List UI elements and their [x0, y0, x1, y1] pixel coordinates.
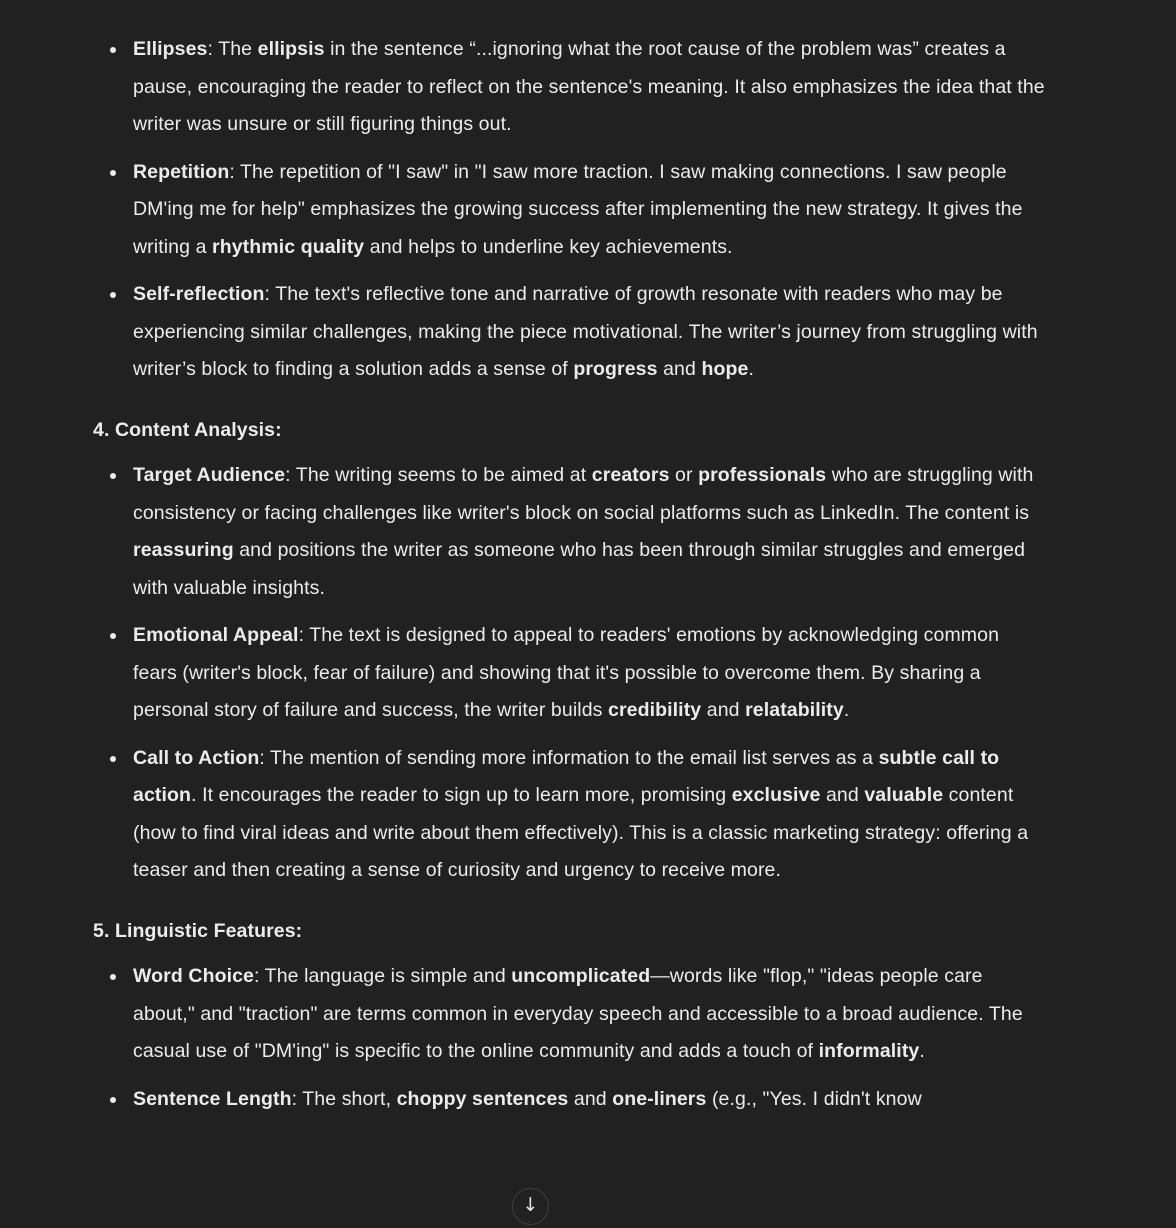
bold-text: Word Choice	[133, 965, 254, 987]
bold-text: valuable	[864, 784, 944, 806]
bold-text: progress	[573, 358, 658, 380]
text: : The text's reflective tone and narrative of growth resonate with readers who may be experiencing similar challenges, making the piece motivational. The writer’s journey from struggling with writer’s block to finding a solution adds a sense of	[133, 283, 1038, 380]
list-item	[133, 617, 1046, 730]
list-item	[133, 31, 1046, 144]
bold-text: professionals	[698, 464, 827, 486]
bullet-list	[93, 457, 1046, 890]
list-item	[133, 740, 1046, 890]
text: : The short,	[291, 1087, 397, 1110]
bold-text: ellipsis	[257, 38, 325, 60]
bullet-list	[93, 958, 1046, 1118]
text: (e.g., "Yes. I didn't know	[706, 1087, 922, 1110]
text: .	[843, 699, 850, 721]
down-arrow-icon: ↓	[522, 1194, 539, 1216]
list-item	[133, 457, 1046, 607]
list-item	[133, 958, 1046, 1071]
bold-text: rhythmic quality	[212, 235, 365, 258]
bold-text: uncomplicated	[511, 965, 651, 987]
bold-text: informality	[818, 1040, 920, 1062]
text: and helps to underline key achievements.	[364, 235, 733, 258]
list-item	[133, 1081, 1046, 1119]
text: : The language is simple and	[254, 965, 512, 987]
scroll-to-bottom-button[interactable]	[512, 1188, 549, 1225]
bold-text: Repetition	[133, 160, 230, 183]
bold-text: Ellipses	[133, 38, 208, 60]
bullet-list	[93, 31, 1046, 389]
text: content (how to find viral ideas and write about them effectively). This is a classic marketing strategy: offering a teaser and then creating a sense of curiosity and urgency to receive more.	[133, 784, 1029, 881]
bold-text: choppy sentences	[396, 1087, 569, 1110]
bold-text: Target Audience	[133, 464, 286, 486]
assistant-message	[93, 31, 1046, 1118]
bold-text: creators	[591, 464, 670, 486]
text: . It encourages the reader to sign up to learn more, promising	[191, 784, 732, 806]
list-item	[133, 276, 1046, 389]
text: : The	[207, 38, 258, 60]
text: : The text is designed to appeal to readers' emotions by acknowledging common fears (writer's block, fear of failure) and showing that it's possible to overcome them. By sharing a personal story of failure and success, the writer builds	[133, 624, 1000, 721]
text: and	[820, 784, 865, 806]
text: —words like "flop," "ideas people care about," and "traction" are terms common in everyday speech and accessible to a broad audience. The casual use of "DM'ing" is specific to the online community and adds a touch of	[133, 965, 1023, 1062]
bold-text: Sentence Length	[133, 1087, 292, 1110]
section-heading-linguistic-features: 5. Linguistic Features:	[93, 919, 303, 942]
bold-text: Call to Action	[133, 746, 260, 769]
bold-text: relatability	[745, 699, 844, 721]
text: and	[657, 358, 702, 380]
text: .	[748, 358, 754, 380]
list-item	[133, 154, 1046, 267]
text: and positions the writer as someone who has been through similar struggles and emerged with valuable insights.	[133, 539, 1026, 599]
section-heading-content-analysis: 4. Content Analysis:	[93, 418, 282, 441]
bold-text: one-liners	[612, 1087, 707, 1110]
text: and	[701, 699, 746, 721]
text: and	[568, 1087, 613, 1110]
bold-text: hope	[701, 358, 749, 380]
text: who are struggling with consistency or facing challenges like writer's block on social platforms such as LinkedIn. The content is	[133, 464, 1034, 524]
text: .	[919, 1040, 925, 1062]
text: : The mention of sending more information to the email list serves as a	[259, 746, 879, 769]
bold-text: Self-reflection	[133, 283, 265, 305]
bold-text: Emotional Appeal	[133, 624, 299, 646]
text: : The repetition of "I saw" in "I saw more traction. I saw making connections. I saw people DM'ing me for help" emphasizes the growing success after implementing the new strategy. It gives the writing a	[133, 160, 1023, 258]
bold-text: subtle call to action	[133, 746, 1000, 806]
text: or	[669, 464, 699, 486]
bold-text: exclusive	[731, 784, 821, 806]
text: in the sentence “...ignoring what the root cause of the problem was” creates a pause, encouraging the reader to reflect on the sentence's meaning. It also emphasizes the idea that the writer was unsure or still figuring things out.	[133, 38, 1045, 135]
bold-text: reassuring	[133, 539, 234, 561]
bold-text: credibility	[608, 699, 702, 721]
text: : The writing seems to be aimed at	[285, 464, 592, 486]
